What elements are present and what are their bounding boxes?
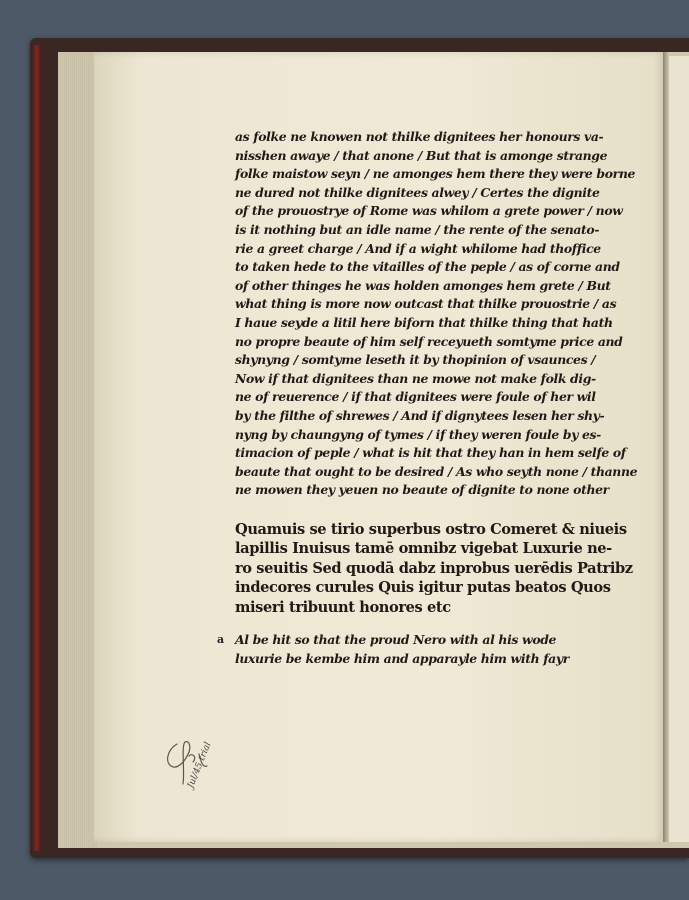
text-line: what thing is more now outcast that thilke prouostrie / as bbox=[235, 296, 617, 312]
text-line: no propre beaute of him self receyueth somtyme price and bbox=[235, 333, 623, 349]
text-line: as folke ne knowen not thilke dignitees her honours va- bbox=[235, 129, 604, 144]
text-line: ne of reuerence / if that dignitees were foule of her wil bbox=[235, 389, 596, 405]
text-line: ne mowen they yeuen no beaute of dignite to none other bbox=[235, 482, 609, 498]
text-line: to taken hede to the vitailles of the peple / as of corne and bbox=[235, 259, 620, 275]
latin-line: lapillis Inuisus tamē omnibz vigebat Luxurie ne- bbox=[235, 540, 612, 558]
text-line: rie a greet charge / And if a wight whilome had thoffice bbox=[235, 240, 601, 256]
facing-page-edge bbox=[669, 56, 689, 842]
text-line: I haue seyde a litil here biforn that thilke thing that hath bbox=[235, 314, 613, 330]
text-line: nisshen awaye / that anone / But that is amonge strange bbox=[235, 147, 608, 163]
text-line: of the prouostrye of Rome was whilom a grete power / now bbox=[235, 203, 623, 219]
text-line: timacion of peple / what is hit that they han in hem selfe of bbox=[235, 445, 626, 461]
text-line: ne dured not thilke dignitees alwey / Certes the dignite bbox=[235, 184, 600, 200]
english-paragraph bbox=[235, 128, 638, 500]
latin-line: miseri tribuunt honores etc bbox=[235, 598, 451, 616]
text-line: luxurie be kembe him and apparayle him with fayr bbox=[235, 650, 569, 666]
text-line: shynyng / somtyme leseth it by thopinion of vsaunces / bbox=[235, 352, 596, 368]
latin-line: ro seuitis Sed quodā dabz inprobus uerēdis Patribz bbox=[235, 559, 633, 577]
latin-line: Quamuis se tirio superbus ostro Comeret & niueis bbox=[235, 520, 627, 538]
text-line: is it nothing but an idle name / the rente of the senato- bbox=[235, 221, 600, 237]
text-line: nyng by chaungyng of tymes / if they weren foule by es- bbox=[235, 426, 601, 442]
text-line: Now if that dignitees than ne mowe not make folk dig- bbox=[235, 370, 596, 386]
translation-paragraph bbox=[217, 631, 600, 668]
book-spine-edge bbox=[33, 45, 41, 851]
latin-verse bbox=[235, 520, 633, 617]
text-line: of other thinges he was holden amonges hem grete / But bbox=[235, 277, 611, 293]
text-line: Al be hit so that the proud Nero with al his wode bbox=[235, 631, 557, 647]
margin-marker: a bbox=[217, 632, 225, 646]
text-line: by the filthe of shrewes / And if dignytees lesen her shy- bbox=[235, 407, 605, 423]
text-line: folke maistow seyn / ne amonges hem there they were borne bbox=[235, 166, 636, 182]
text-line: beaute that ought to be desired / As who seyth none / thanne bbox=[235, 463, 638, 479]
page-text bbox=[217, 128, 638, 668]
page-edges bbox=[58, 52, 98, 848]
latin-line: indecores curules Quis igitur putas beatos Quos bbox=[235, 579, 611, 597]
pencil-annotation: Jul/45 trial bbox=[186, 740, 214, 790]
